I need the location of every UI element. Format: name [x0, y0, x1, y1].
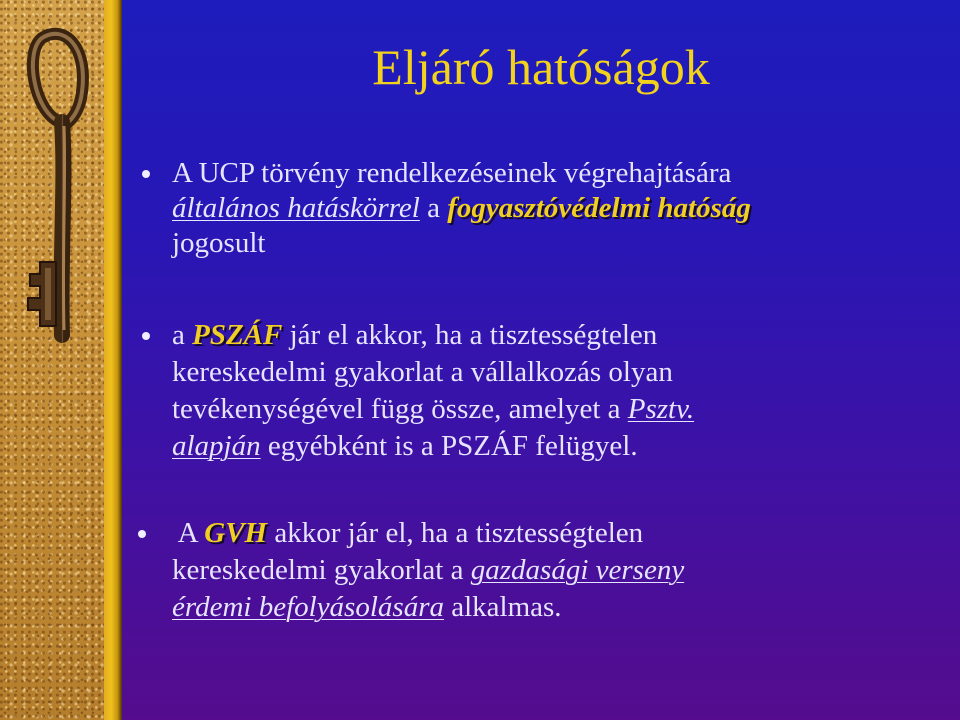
highlighted-term: GVH: [204, 517, 268, 549]
bullet-line: [172, 431, 638, 463]
bullet-line: [172, 228, 265, 260]
bullet-line: [172, 357, 673, 389]
bullet-text: jogosult: [172, 227, 266, 259]
bullet-text: A UCP törvény rendelkezéseinek végrehajtására: [172, 157, 732, 189]
bullet-dot-icon: [138, 530, 146, 538]
slide-content: [122, 0, 960, 720]
underlined-phrase: alapján: [172, 430, 261, 462]
bullet-text: A: [172, 517, 205, 549]
bullet-text: kereskedelmi gyakorlat a vállalkozás olyan: [172, 356, 673, 388]
bullet-dot-icon: [142, 332, 150, 340]
bullet-text: kereskedelmi gyakorlat a: [172, 554, 471, 586]
bullet-line: [172, 394, 694, 426]
highlighted-term: PSZÁF: [192, 319, 283, 351]
bullet-text: tevékenységével függ össze, amelyet a: [172, 393, 628, 425]
bullet-item: [122, 320, 960, 470]
old-key-icon: [0, 0, 104, 720]
bullet-dot-icon: [142, 170, 150, 178]
bullet-line: [172, 320, 657, 352]
bullet-line: [172, 193, 751, 225]
bullet-line: [172, 158, 731, 190]
underlined-phrase: gazdasági verseny: [470, 554, 685, 586]
highlighted-term: fogyasztóvédelmi hatóság: [447, 192, 751, 224]
bullet-item: [122, 518, 960, 668]
bullet-line: [172, 555, 684, 587]
bullet-text: akkor jár el, ha a tisztességtelen: [267, 517, 644, 549]
slide-title: Eljáró hatóságok: [372, 39, 710, 95]
bullet-text: egyébként is a PSZÁF felügyel.: [260, 430, 638, 462]
gold-accent-band: [104, 0, 122, 720]
underlined-phrase: érdemi befolyásolására: [172, 591, 444, 623]
bullet-item: [122, 158, 960, 308]
underlined-phrase: Psztv.: [627, 393, 695, 425]
bullet-text: jár el akkor, ha a tisztességtelen: [282, 319, 658, 351]
bullet-text: a: [172, 319, 193, 351]
underlined-phrase: általános hatáskörrel: [172, 192, 420, 224]
bullet-line: [172, 518, 643, 550]
bullet-line: [172, 592, 562, 624]
bullet-text: a: [419, 192, 448, 224]
bullet-text: alkalmas.: [443, 591, 562, 623]
